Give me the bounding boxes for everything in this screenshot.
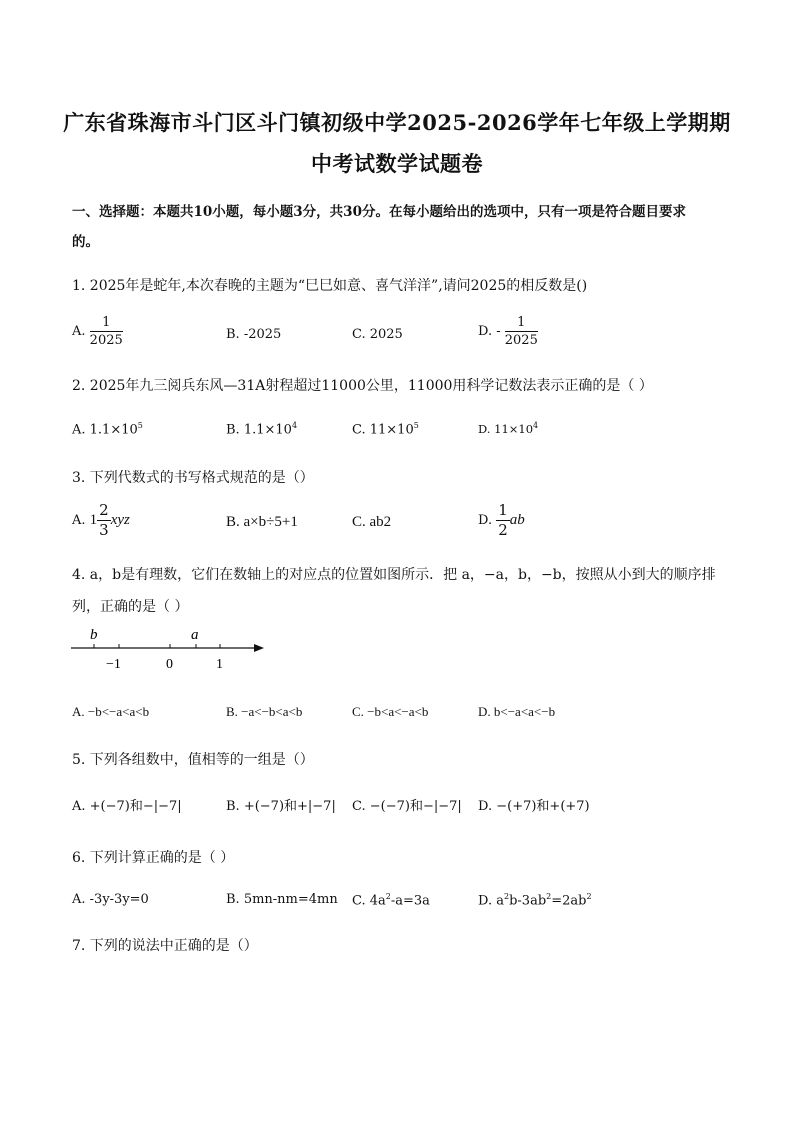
q1-option-a-fraction — [90, 316, 123, 347]
exponent: 2 — [503, 892, 510, 901]
number-line-figure — [68, 622, 278, 674]
q3-option-d-label: D. — [478, 513, 493, 528]
exponent: 4 — [533, 421, 539, 430]
q5-option-c: C. −(−7)和−|−7| — [352, 799, 462, 814]
q2-option-a-label: A. 1.1×10 — [72, 422, 138, 438]
exponent: 2 — [546, 892, 552, 901]
q1-option-a-label: A. — [72, 324, 86, 339]
q6-d-part: =2ab — [551, 893, 587, 909]
q5-option-d: D. −(+7)和+(+7) — [478, 799, 590, 814]
tick-label-1: 1 — [216, 657, 223, 672]
fraction-denominator: 2025 — [89, 333, 123, 348]
q3-option-d-fraction — [496, 503, 510, 538]
point-a-label: a — [191, 627, 199, 643]
q6-option-d — [478, 892, 592, 908]
q4-option-c: C. −b<a<−a<b — [352, 704, 429, 719]
question-4-stem-line2: 列，正确的是（ ） — [72, 599, 189, 615]
q1-option-c: C. 2025 — [352, 327, 403, 342]
q6-option-c — [352, 892, 430, 908]
q6-d-part: D. a — [478, 893, 504, 909]
section-instruction-line1: 一、选择题：本题共10小题，每小题3分，共30分。在每小题给出的选项中，只有一项是符合题目要求 — [72, 204, 686, 220]
mixed-number-whole: 1 — [89, 512, 98, 528]
q3-option-d — [478, 503, 525, 538]
exponent: 2 — [586, 892, 592, 901]
q2-option-a — [72, 421, 143, 437]
q2-option-c-label: C. 11×10 — [352, 422, 414, 438]
exponent: 2 — [385, 892, 391, 901]
q4-option-d: D. b<−a<a<−b — [478, 704, 556, 719]
q2-option-c — [352, 421, 419, 437]
q1-option-b: B. -2025 — [226, 327, 282, 342]
fraction-numerator: 1 — [498, 501, 508, 519]
point-b-label: b — [90, 627, 98, 643]
q1-option-d-label: D. - — [478, 324, 501, 339]
fraction-numerator: 1 — [505, 316, 538, 332]
variables: xyz — [110, 512, 130, 528]
q4-option-a: A. −b<−a<a<b — [72, 704, 150, 719]
tick-label-0: 0 — [166, 657, 173, 672]
q2-option-d-label: D. 11×10 — [478, 421, 534, 436]
exponent: 5 — [413, 421, 419, 430]
exam-title-line1: 广东省珠海市斗门区斗门镇初级中学2025-2026学年七年级上学期期 — [63, 110, 731, 135]
q3-option-b: B. a×b÷5+1 — [226, 514, 298, 530]
fraction-numerator: 1 — [90, 316, 123, 332]
question-7-stem: 7. 下列的说法中正确的是（） — [72, 938, 258, 954]
fraction-denominator: 3 — [99, 521, 109, 539]
tick-label-neg1: −1 — [106, 657, 121, 672]
question-5-stem: 5. 下列各组数中，值相等的一组是（） — [72, 752, 314, 768]
q5-option-a: A. +(−7)和−|−7| — [72, 799, 182, 814]
question-1-stem: 1. 2025年是蛇年,本次春晚的主题为“巳巳如意、喜气洋洋”,请问2025的相反数是() — [72, 278, 588, 294]
fraction-numerator: 2 — [99, 501, 109, 519]
q6-option-b: B. 5mn-nm=4mn — [226, 892, 338, 907]
q6-c-part: -a=3a — [390, 893, 430, 909]
q6-c-part: C. 4a — [352, 893, 386, 909]
q3-option-a — [72, 503, 130, 538]
question-6-stem: 6. 下列计算正确的是（ ） — [72, 850, 235, 866]
q6-option-a: A. -3y-3y=0 — [72, 892, 149, 907]
exponent: 5 — [137, 421, 143, 430]
question-2-stem: 2. 2025年九三阅兵东风—31A射程超过11000公里，11000用科学记数法表示正确的是（ ） — [72, 378, 653, 394]
q4-option-b: B. −a<−b<a<b — [226, 704, 303, 719]
question-4-stem-line1: 4. a，b是有理数，它们在数轴上的对应点的位置如图所示．把 a，−a，b，−b，按照从小到大的顺序排 — [72, 567, 716, 583]
exam-title-line2: 中考试数学试题卷 — [311, 151, 483, 176]
q3-option-a-label: A. — [72, 513, 86, 528]
section-instruction-line2: 的。 — [72, 234, 99, 250]
q2-option-b-label: B. 1.1×10 — [226, 422, 292, 438]
number-line-arrow — [254, 644, 264, 652]
q6-d-part: b-3ab — [509, 893, 547, 909]
q3-option-a-fraction — [97, 503, 111, 538]
q1-option-a — [72, 316, 123, 347]
q3-option-c: C. ab2 — [352, 514, 392, 530]
q2-option-b — [226, 421, 297, 437]
exponent: 4 — [291, 421, 298, 430]
q2-option-d — [478, 421, 538, 436]
q1-option-d-fraction — [505, 316, 538, 347]
q5-option-b: B. +(−7)和+|−7| — [226, 799, 336, 814]
variables: ab — [509, 512, 525, 528]
fraction-denominator: 2025 — [504, 333, 538, 348]
q1-option-d — [478, 316, 538, 347]
question-3-stem: 3. 下列代数式的书写格式规范的是（） — [72, 470, 314, 486]
fraction-denominator: 2 — [498, 521, 508, 539]
